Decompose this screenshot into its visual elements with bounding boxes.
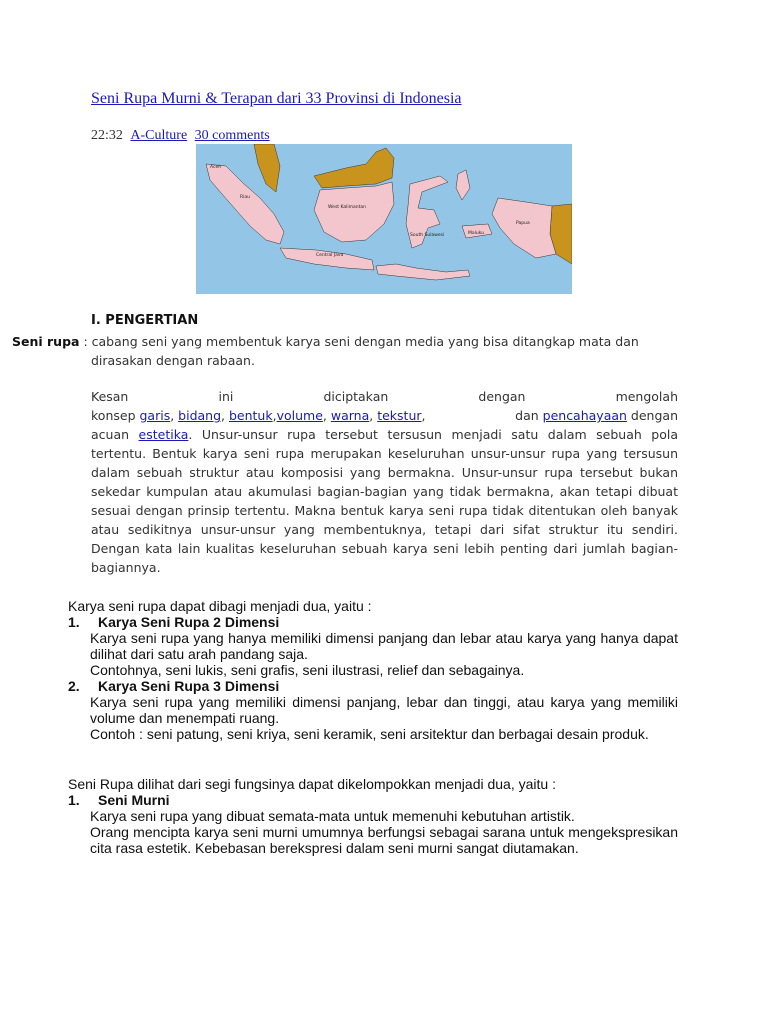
konsep-prefix: konsep <box>91 408 140 423</box>
map-label-papua: Papua <box>516 221 530 226</box>
map-label-riau: Riau <box>240 195 250 200</box>
item-text: Karya seni rupa yang memiliki dimensi panjang, lebar dan tinggi, atau karya yang memiliki volume dan menempati ruang. <box>90 694 678 726</box>
article-title[interactable] <box>91 90 462 108</box>
dengan-tail: dengan <box>626 408 678 423</box>
map-label-central-java: Central Java <box>316 253 344 258</box>
ini-word: ini <box>218 389 234 404</box>
definition-line1: cabang seni yang membentuk karya seni dengan media yang bisa ditangkap mata dan <box>91 334 639 349</box>
link-volume[interactable]: volume <box>276 408 323 423</box>
category-link[interactable]: A-Culture <box>130 128 188 143</box>
dengan-word: dengan <box>478 389 526 404</box>
item-number: 2. <box>68 678 80 694</box>
mengolah-word: mengolah <box>615 389 678 404</box>
indonesia-province-map <box>196 144 572 294</box>
link-garis[interactable]: garis <box>139 408 171 423</box>
item-example: Orang mencipta karya seni murni umumnya berfungsi sebagai sarana untuk mengekspresikan cita rasa estetik. Kebebasan berekspresi dalam seni murni sangat diutamakan. <box>90 824 678 856</box>
definition-term: Seni rupa <box>12 334 80 349</box>
link-estetika[interactable]: estetika <box>138 427 189 442</box>
konsep-line: konsep garis, bidang, bentuk,volume, warna, tekstur, dan pencahayaan dengan <box>91 408 678 423</box>
post-meta <box>91 128 270 144</box>
main-body-text: . Unsur-unsur rupa tersebut tersusun menjadi satu dalam sebuah pola tertentu. Bentuk karya seni rupa merupakan keseluruhan unsur-unsur rupa yang tersusun dalam sebuah struktur atau komposisi yang bermakna. Unsur-unsur rupa tersebut bukan sekedar kumpulan atau akumulasi bagian-bagian yang tidak bermakna, akan tetapi dibuat sesuai dengan prinsip tertentu. Makna bentuk karya seni rupa tidak ditentukan oleh banyak atau sedikitnya unsur-unsur yang membentuknya, tetapi dari sifat struktur itu sendiri. Dengan kata lain kualitas keseluruhan sebuah karya seni lebih penting dari jumlah bagian-bagiannya. <box>91 427 678 575</box>
link-warna[interactable]: warna <box>330 408 370 423</box>
map-label-maluku: Maluku <box>468 231 485 236</box>
item-label: Karya Seni Rupa 2 Dimensi <box>98 614 280 630</box>
acuan-prefix: acuan <box>91 427 139 442</box>
kesan-word: Kesan <box>91 389 129 404</box>
sep-3: , <box>322 408 331 423</box>
item-example: Contohnya, seni lukis, seni grafis, seni ilustrasi, relief dan sebagainya. <box>90 662 525 678</box>
link-pencahayaan[interactable]: pencahayaan <box>542 408 627 423</box>
post-time: 22:32 <box>91 128 123 143</box>
link-tekstur[interactable]: tekstur <box>377 408 422 423</box>
item-label: Karya Seni Rupa 3 Dimensi <box>98 678 280 694</box>
dimensi-item-1 <box>68 614 678 678</box>
map-label-south-sulawesi: South Sulawesi <box>410 233 445 238</box>
sep-4: , <box>369 408 378 423</box>
fungsi-section <box>68 776 678 856</box>
item-label: Seni Murni <box>98 792 170 808</box>
fungsi-intro: Seni Rupa dilihat dari segi fungsinya dapat dikelompokkan menjadi dua, yaitu : <box>68 776 556 792</box>
item-number: 1. <box>68 614 80 630</box>
link-bidang[interactable]: bidang <box>178 408 222 423</box>
link-bentuk[interactable]: bentuk <box>228 408 273 423</box>
main-text <box>91 425 678 577</box>
item-example: Contoh : seni patung, seni kriya, seni keramik, seni arsitektur dan berbagai desain produk. <box>90 726 649 742</box>
dimensi-section <box>68 598 678 742</box>
item-text: Karya seni rupa yang hanya memiliki dimensi panjang dan lebar atau karya yang hanya dapat dilihat dari satu arah pandang saja. <box>90 630 678 662</box>
map-label-west-kalimantan: West Kalimantan <box>328 205 366 210</box>
definition-paragraph <box>12 332 678 370</box>
definition-colon: : <box>79 334 92 349</box>
map-label-aceh: Aceh <box>210 165 222 170</box>
dan-word: dan <box>515 408 543 423</box>
section-heading-pengertian: I. PENGERTIAN <box>91 313 199 328</box>
dimensi-intro: Karya seni rupa dapat dibagi menjadi dua, yaitu : <box>68 598 372 614</box>
definition-line2: dirasakan dengan rabaan. <box>91 353 255 368</box>
article-title-link[interactable]: Seni Rupa Murni & Terapan dari 33 Provinsi di Indonesia <box>91 90 462 107</box>
item-number: 1. <box>68 792 80 808</box>
comments-link[interactable]: 30 comments <box>194 128 270 143</box>
dimensi-item-2 <box>68 678 678 742</box>
fungsi-item-1 <box>68 792 678 856</box>
concept-paragraph <box>91 387 678 577</box>
kesan-line <box>91 387 678 406</box>
diciptakan-word: diciptakan <box>323 389 389 404</box>
item-text: Karya seni rupa yang dibuat semata-mata untuk memenuhi kebutuhan artistik. <box>90 808 575 824</box>
sep-2: , <box>221 408 229 423</box>
sep-1: , <box>170 408 179 423</box>
